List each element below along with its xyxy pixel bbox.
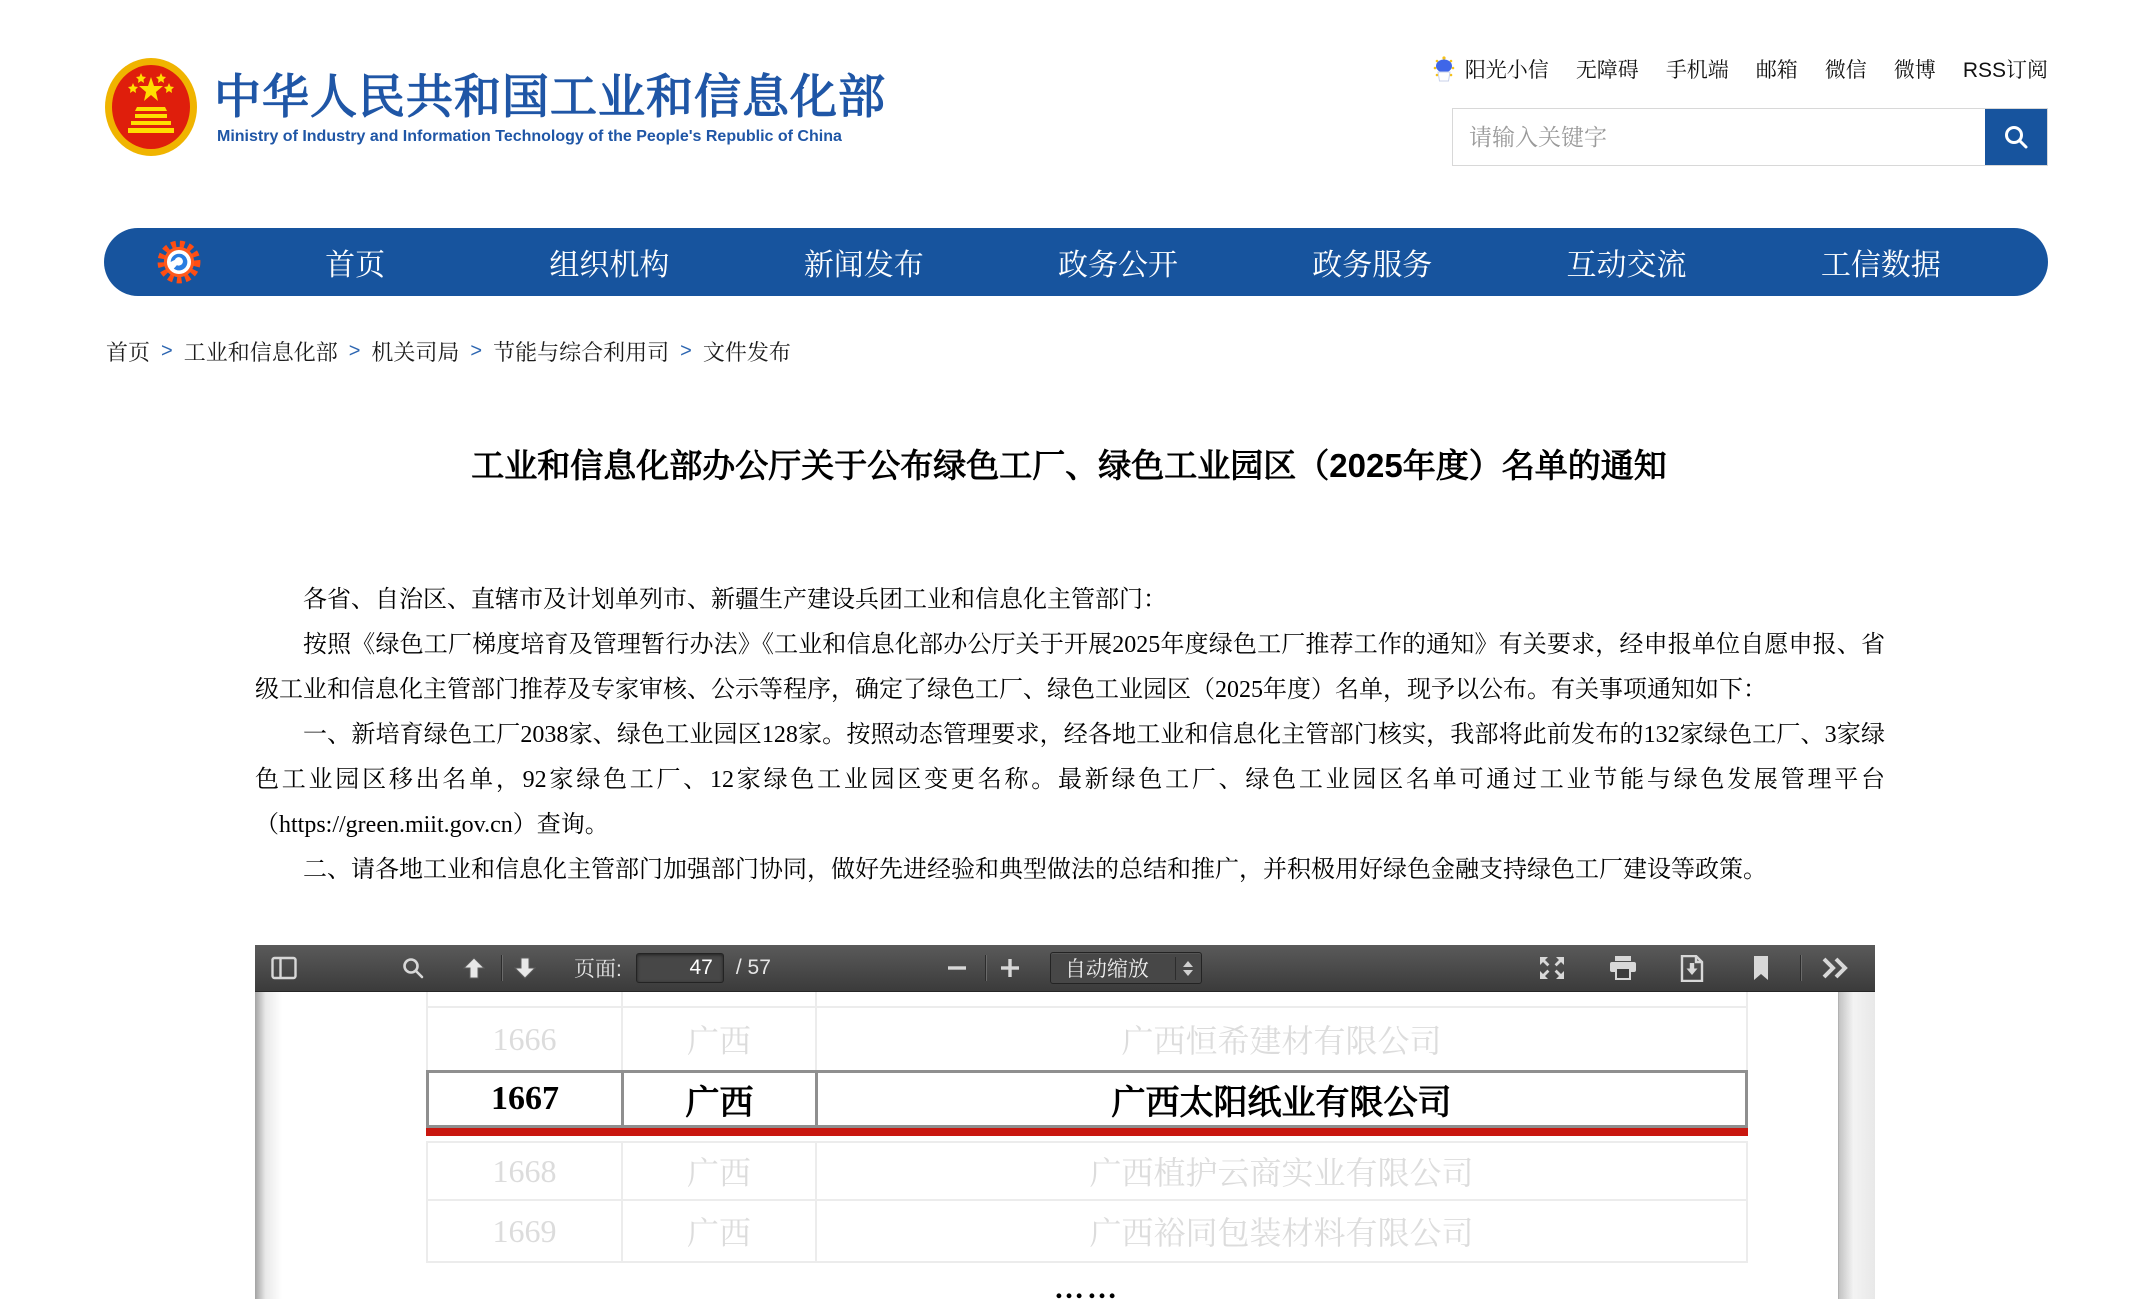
search-icon	[2002, 123, 2030, 151]
quick-link-accessibility[interactable]	[1576, 54, 1639, 84]
nav-item-gov-disclosure[interactable]: 政务公开	[1057, 249, 1178, 282]
quick-link-rss[interactable]	[1963, 54, 2048, 84]
breadcrumb-separator: >	[161, 340, 173, 362]
nav-item-interaction[interactable]: 互动交流	[1566, 249, 1687, 282]
quick-link-label: 邮箱	[1755, 59, 1798, 82]
pdf-search-icon	[401, 956, 425, 980]
breadcrumb-separator: >	[470, 340, 483, 362]
zoom-out-button[interactable]	[943, 954, 971, 982]
quick-link-mobile[interactable]	[1666, 54, 1729, 84]
plus-icon	[1000, 958, 1020, 978]
select-arrows-icon	[1175, 957, 1201, 980]
quick-link-label: 阳光小信	[1464, 59, 1549, 82]
cell-region: 广西	[623, 1008, 817, 1070]
previous-page-button[interactable]	[459, 953, 489, 983]
cell-company: 广西太阳纸业有限公司	[1111, 1084, 1452, 1122]
nav-item-data[interactable]: 工信数据	[1820, 249, 1941, 282]
zoom-mode-value: 自动缩放	[1064, 958, 1149, 981]
quick-link-weibo[interactable]	[1894, 54, 1936, 84]
quick-link-wechat[interactable]	[1825, 54, 1867, 84]
pdf-search-button[interactable]	[397, 952, 429, 984]
cell-region: 广西	[623, 1201, 817, 1261]
table-row-highlighted	[426, 1070, 1748, 1128]
header-quick-links	[1431, 54, 2048, 84]
zoom-mode-select[interactable]	[1050, 952, 1202, 984]
article-body	[255, 578, 1885, 893]
fullscreen-icon	[1538, 955, 1566, 981]
nav-item-organization[interactable]: 组织机构	[549, 249, 670, 282]
cell-number: 1668	[428, 1143, 623, 1199]
bookmark-button[interactable]	[1748, 951, 1774, 985]
breadcrumb-separator: >	[680, 340, 692, 362]
breadcrumb-home[interactable]: 首页	[106, 340, 151, 365]
presentation-mode-button[interactable]	[1534, 951, 1570, 985]
next-page-button[interactable]	[510, 953, 540, 983]
pdf-page	[255, 992, 1875, 1299]
cell-company: 广西裕同包装材料有限公司	[1089, 1215, 1474, 1251]
toolbar-divider	[501, 955, 502, 981]
site-title-en: Ministry of Industry and Information Technology of the People's Republic of China	[217, 128, 842, 145]
table-row	[426, 1201, 1748, 1263]
toolbar-divider	[985, 955, 986, 981]
quick-link-mail[interactable]	[1756, 54, 1798, 84]
cell-number: 1667	[429, 1073, 624, 1125]
cell-company: 广西植护云商实业有限公司	[1089, 1155, 1474, 1191]
quick-link-label: 无障碍	[1575, 59, 1639, 82]
green-factory-table	[426, 992, 1748, 1299]
national-emblem-logo	[104, 56, 198, 158]
sidebar-toggle-icon	[271, 956, 297, 980]
highlight-underline	[426, 1128, 1748, 1136]
main-nav	[104, 228, 2048, 296]
mascot-robot-icon	[1431, 54, 1457, 84]
pdf-scrollbar[interactable]	[1838, 992, 1875, 1299]
article-paragraph: 各省、自治区、直辖市及计划单列市、新疆生产建设兵团工业和信息化主管部门：	[303, 587, 1167, 613]
quick-link-label: 微博	[1893, 59, 1936, 82]
cell-company: 广西恒希建材有限公司	[1121, 1023, 1442, 1059]
page-number-label: 页面:	[574, 958, 622, 981]
page-total-label: / 57	[735, 956, 771, 979]
cell-number: 1666	[428, 1008, 623, 1070]
quick-link-label: RSS订阅	[1962, 59, 2048, 82]
download-icon	[1680, 955, 1704, 982]
quick-link-yangguangxiaoxin[interactable]	[1431, 54, 1549, 84]
toolbar-divider	[1800, 955, 1801, 981]
print-button[interactable]	[1604, 951, 1642, 985]
printer-icon	[1608, 955, 1638, 981]
breadcrumb-documents: 文件发布	[702, 340, 791, 365]
breadcrumb-miit[interactable]: 工业和信息化部	[183, 340, 338, 365]
miit-gear-logo-icon	[156, 239, 202, 285]
search-button[interactable]	[1985, 109, 2047, 165]
breadcrumb-separator: >	[348, 340, 361, 362]
breadcrumb-departments[interactable]: 机关司局	[371, 340, 460, 365]
breadcrumb	[106, 336, 791, 367]
pdf-toolbar	[255, 945, 1875, 992]
article-paragraph: 一、新培育绿色工厂2038家、绿色工业园区128家。按照动态管理要求，经各地工业和信息化主管部门核实，我部将此前发布的132家绿色工厂、3家绿色工业园区移出名单，92家绿色工厂、12家绿色工业园区变更名称。最新绿色工厂、绿色工业园区名单可通过工业节能与绿色发展管理平台（https://green.miit.gov.cn）查询。	[255, 722, 1885, 838]
page-number-input[interactable]	[636, 953, 724, 983]
table-ellipsis: ……	[1054, 1272, 1120, 1299]
pdf-viewer	[255, 945, 1875, 1299]
site-search	[1452, 108, 2048, 166]
article-paragraph: 按照《绿色工厂梯度培育及管理暂行办法》《工业和信息化部办公厅关于开展2025年度绿色工厂推荐工作的通知》有关要求，经申报单位自愿申报、省级工业和信息化主管部门推荐及专家审核、公示等程序，确定了绿色工厂、绿色工业园区（2025年度）名单，现予以公布。有关事项通知如下：	[255, 632, 1885, 703]
site-title-cn: 中华人民共和国工业和信息化部	[214, 70, 886, 123]
sidebar-toggle-button[interactable]	[267, 952, 301, 984]
nav-item-gov-services[interactable]: 政务服务	[1312, 249, 1433, 282]
double-chevron-right-icon	[1821, 957, 1851, 979]
cell-region: 广西	[624, 1073, 818, 1125]
article-title: 工业和信息化部办公厅关于公布绿色工厂、绿色工业园区（2025年度）名单的通知	[471, 447, 1667, 484]
zoom-in-button[interactable]	[996, 954, 1024, 982]
breadcrumb-energy-dept[interactable]: 节能与综合利用司	[493, 340, 670, 365]
search-input[interactable]	[1453, 109, 1985, 165]
download-button[interactable]	[1676, 951, 1708, 986]
more-tools-button[interactable]	[1817, 953, 1855, 983]
nav-item-home[interactable]: 首页	[325, 249, 386, 282]
pdf-page-edge-shadow	[255, 992, 285, 1299]
table-row-partial	[426, 992, 1748, 1008]
bookmark-icon	[1752, 955, 1770, 981]
arrow-down-icon	[514, 957, 536, 979]
table-row	[426, 1141, 1748, 1201]
quick-link-label: 微信	[1824, 59, 1867, 82]
nav-item-news[interactable]: 新闻发布	[803, 249, 924, 282]
cell-region: 广西	[623, 1143, 817, 1199]
cell-number: 1669	[428, 1201, 623, 1261]
article-paragraph: 二、请各地工业和信息化主管部门加强部门协同，做好先进经验和典型做法的总结和推广，并积极用好绿色金融支持绿色工厂建设等政策。	[303, 857, 1767, 883]
quick-link-label: 手机端	[1665, 59, 1729, 82]
arrow-up-icon	[463, 957, 485, 979]
table-row	[426, 1008, 1748, 1070]
minus-icon	[947, 958, 967, 978]
